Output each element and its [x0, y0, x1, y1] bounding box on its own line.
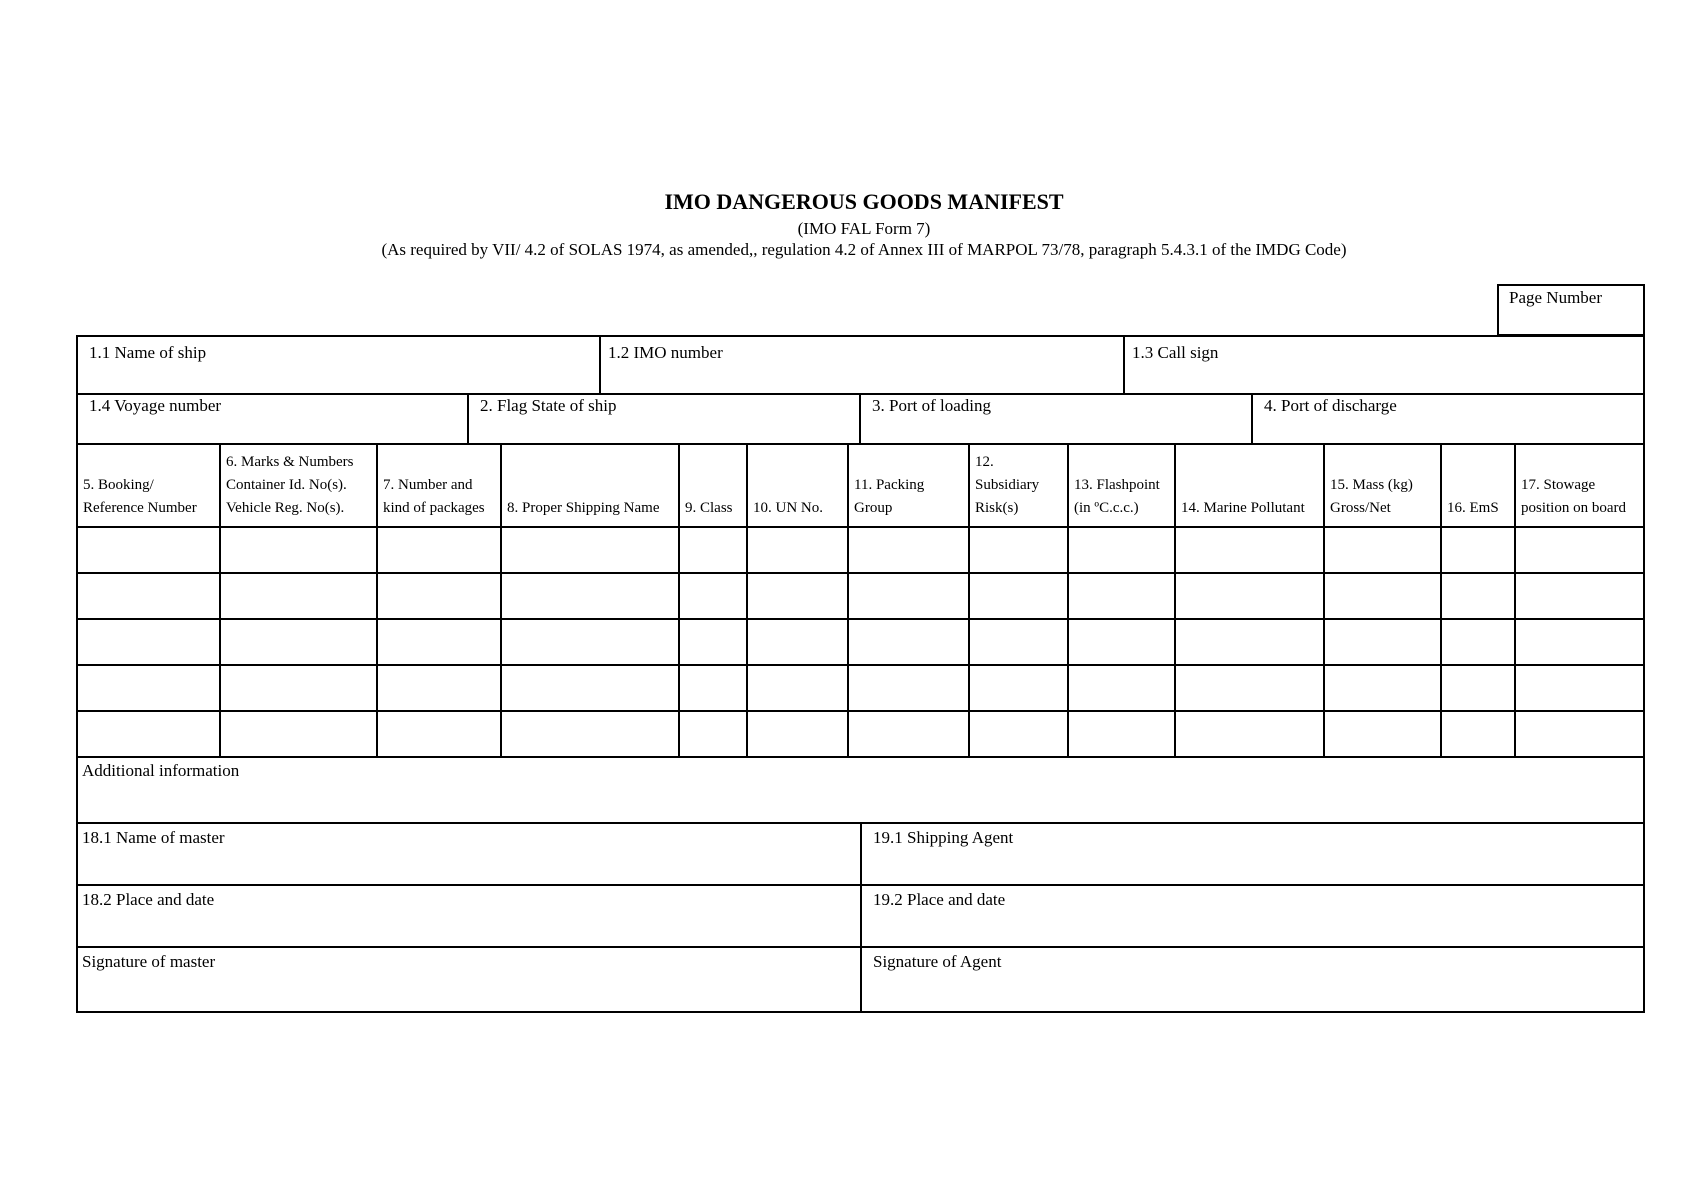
table-cell[interactable] [78, 528, 219, 572]
table-cell[interactable] [1176, 666, 1323, 710]
flag-state-field[interactable] [470, 395, 860, 444]
table-cell[interactable] [1069, 712, 1174, 756]
column-header-line: Container Id. No(s). [226, 477, 347, 493]
table-cell[interactable] [970, 574, 1067, 618]
table-cell[interactable] [1442, 712, 1514, 756]
column-header-line: 17. Stowage [1521, 477, 1596, 493]
table-cell[interactable] [970, 666, 1067, 710]
signature-of-master-field[interactable] [78, 948, 859, 1012]
table-cell[interactable] [1325, 574, 1440, 618]
table-cell[interactable] [1325, 712, 1440, 756]
table-cell[interactable] [221, 666, 376, 710]
page-number-label: Page Number [1509, 288, 1603, 307]
name-of-master-label: 18.1 Name of master [82, 828, 225, 847]
column-header-10 [1176, 445, 1323, 526]
table-cell[interactable] [1176, 574, 1323, 618]
column-header-7 [849, 445, 968, 526]
table-cell[interactable] [1516, 574, 1645, 618]
column-header-line: 10. UN No. [753, 500, 823, 516]
column-header-line: position on board [1521, 500, 1626, 516]
table-cell[interactable] [849, 666, 968, 710]
table-cell[interactable] [378, 620, 500, 664]
column-header-2 [221, 445, 376, 526]
place-and-date-master-field[interactable] [78, 886, 859, 946]
signature-of-agent-label: Signature of Agent [873, 952, 1002, 971]
table-cell[interactable] [849, 712, 968, 756]
column-header-line: 15. Mass (kg) [1330, 477, 1413, 493]
column-header-line: 12. [975, 454, 994, 470]
table-cell[interactable] [849, 574, 968, 618]
table-cell[interactable] [680, 666, 746, 710]
place-and-date-master-label: 18.2 Place and date [82, 890, 215, 909]
table-cell[interactable] [748, 620, 847, 664]
shipping-agent-field[interactable] [863, 824, 1644, 884]
table-cell[interactable] [1516, 712, 1645, 756]
table-cell[interactable] [378, 666, 500, 710]
table-cell[interactable] [378, 574, 500, 618]
column-header-5 [680, 445, 746, 526]
column-header-12 [1442, 445, 1514, 526]
flag-state-label: 2. Flag State of ship [480, 396, 617, 415]
table-cell[interactable] [502, 574, 678, 618]
table-cell[interactable] [1069, 528, 1174, 572]
table-cell[interactable] [502, 712, 678, 756]
page-number-field[interactable] [1497, 284, 1645, 336]
table-cell[interactable] [748, 528, 847, 572]
imo-number-field[interactable] [602, 337, 1124, 394]
table-cell[interactable] [1325, 666, 1440, 710]
column-header-line: 13. Flashpoint [1074, 477, 1160, 493]
table-cell[interactable] [502, 666, 678, 710]
column-header-line: 6. Marks & Numbers [226, 454, 354, 470]
column-header-line: Group [854, 500, 893, 516]
table-cell[interactable] [1516, 528, 1645, 572]
column-header-8 [970, 445, 1067, 526]
column-header-9 [1069, 445, 1174, 526]
form-number: (IMO FAL Form 7) [797, 219, 931, 238]
table-cell[interactable] [680, 620, 746, 664]
table-cell[interactable] [1442, 574, 1514, 618]
table-cell[interactable] [748, 666, 847, 710]
table-cell[interactable] [221, 574, 376, 618]
column-header-3 [378, 445, 500, 526]
table-cell[interactable] [78, 666, 219, 710]
column-header-6 [748, 445, 847, 526]
table-cell[interactable] [849, 528, 968, 572]
additional-information-label: Additional information [82, 761, 240, 780]
table-cell[interactable] [78, 574, 219, 618]
table-cell[interactable] [1442, 620, 1514, 664]
table-cell[interactable] [1176, 712, 1323, 756]
form-requirement: (As required by VII/ 4.2 of SOLAS 1974, as amended,, regulation 4.2 of Annex III of MARPOL 73/78, paragraph 5.4.3.1 of the IMDG Code) [381, 240, 1347, 259]
table-cell[interactable] [502, 620, 678, 664]
table-cell[interactable] [680, 574, 746, 618]
table-cell[interactable] [1069, 620, 1174, 664]
column-header-line: (in ºC.c.c.) [1074, 500, 1139, 516]
table-cell[interactable] [502, 528, 678, 572]
call-sign-label: 1.3 Call sign [1132, 343, 1219, 362]
table-cell[interactable] [1069, 666, 1174, 710]
table-cell[interactable] [1516, 620, 1645, 664]
table-cell[interactable] [748, 574, 847, 618]
table-cell[interactable] [970, 620, 1067, 664]
shipping-agent-label: 19.1 Shipping Agent [873, 828, 1014, 847]
form-title: IMO DANGEROUS GOODS MANIFEST [664, 189, 1064, 214]
name-of-ship-field[interactable] [78, 337, 600, 394]
port-of-loading-field[interactable] [862, 395, 1252, 444]
port-of-loading-label: 3. Port of loading [872, 396, 991, 415]
column-header-line: Vehicle Reg. No(s). [226, 500, 345, 516]
table-cell[interactable] [1516, 666, 1645, 710]
signature-of-agent-field[interactable] [863, 948, 1644, 1012]
port-of-discharge-label: 4. Port of discharge [1264, 396, 1397, 415]
table-cell[interactable] [680, 528, 746, 572]
column-header-line: 14. Marine Pollutant [1181, 500, 1305, 516]
signature-of-master-label: Signature of master [82, 952, 216, 971]
name-of-master-field[interactable] [78, 824, 859, 884]
voyage-number-label: 1.4 Voyage number [89, 396, 222, 415]
table-cell[interactable] [970, 528, 1067, 572]
table-cell[interactable] [221, 528, 376, 572]
table-cell[interactable] [221, 712, 376, 756]
column-header-line: Gross/Net [1330, 500, 1391, 516]
table-cell[interactable] [1325, 620, 1440, 664]
column-header-1 [78, 445, 219, 526]
imo-number-label: 1.2 IMO number [608, 343, 723, 362]
call-sign-field[interactable] [1126, 337, 1644, 394]
column-header-line: 9. Class [685, 500, 733, 516]
table-cell[interactable] [1442, 666, 1514, 710]
table-cell[interactable] [78, 620, 219, 664]
column-header-line: Reference Number [83, 500, 197, 516]
column-header-line: 7. Number and [383, 477, 473, 493]
table-cell[interactable] [680, 712, 746, 756]
column-header-line: 16. EmS [1447, 500, 1499, 516]
table-cell[interactable] [1176, 528, 1323, 572]
column-header-line: Risk(s) [975, 500, 1019, 516]
column-header-line: 11. Packing [854, 477, 925, 493]
place-and-date-agent-label: 19.2 Place and date [873, 890, 1006, 909]
port-of-discharge-field[interactable] [1254, 395, 1644, 444]
table-cell[interactable] [78, 712, 219, 756]
column-header-line: kind of packages [383, 500, 485, 516]
table-cell[interactable] [1442, 528, 1514, 572]
table-cell[interactable] [1325, 528, 1440, 572]
table-cell[interactable] [378, 712, 500, 756]
table-cell[interactable] [221, 620, 376, 664]
table-cell[interactable] [970, 712, 1067, 756]
name-of-ship-label: 1.1 Name of ship [89, 343, 207, 362]
column-header-13 [1516, 445, 1645, 526]
table-cell[interactable] [849, 620, 968, 664]
column-header-11 [1325, 445, 1440, 526]
table-cell[interactable] [748, 712, 847, 756]
column-header-line: 5. Booking/ [83, 477, 154, 493]
additional-information-field[interactable] [78, 758, 1644, 822]
table-cell[interactable] [378, 528, 500, 572]
column-header-line: 8. Proper Shipping Name [507, 500, 660, 516]
place-and-date-agent-field[interactable] [863, 886, 1644, 946]
voyage-number-field[interactable] [78, 395, 468, 444]
table-cell[interactable] [1176, 620, 1323, 664]
table-cell[interactable] [1069, 574, 1174, 618]
column-header-line: Subsidiary [975, 477, 1040, 493]
column-header-4 [502, 445, 678, 526]
